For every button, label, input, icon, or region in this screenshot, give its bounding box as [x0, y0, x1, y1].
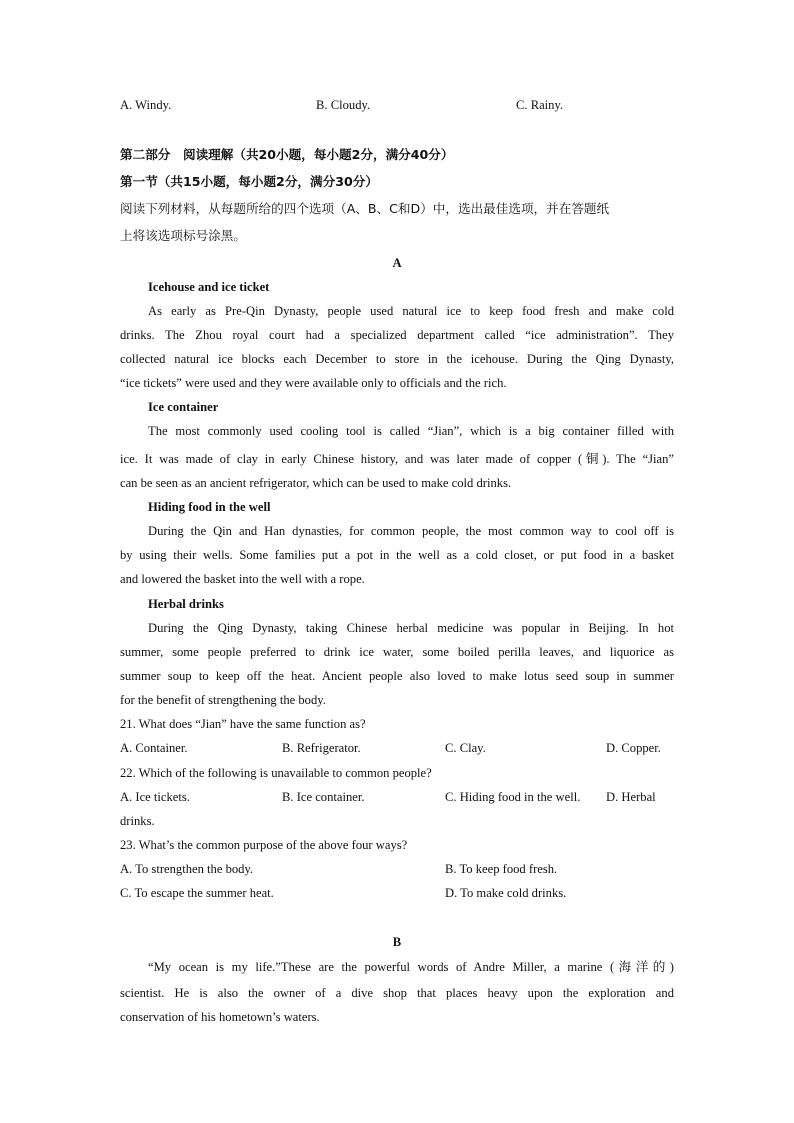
paragraph-line: by using their wells. Some families put a pot in the well as a cold closet, or put food in a basket — [120, 548, 674, 562]
subsection-title: 第一节（共15小题，每小题2分，满分30分） — [120, 174, 378, 189]
paragraph-line: During the Qing Dynasty, taking Chinese herbal medicine was popular in Beijing. In hot — [148, 621, 674, 635]
paragraph-line: As early as Pre-Qin Dynasty, people used natural ice to keep food fresh and make cold — [148, 304, 674, 318]
paragraph-line: for the benefit of strengthening the body. — [120, 693, 326, 707]
question-22-stem: 22. Which of the following is unavailable to common people? — [120, 766, 432, 780]
instructions-line-2: 上将该选项标号涂黑。 — [120, 228, 246, 243]
prev-option-b: B. Cloudy. — [316, 98, 371, 112]
section-heading-hiding-food: Hiding food in the well — [148, 500, 271, 514]
question-21-option-b[interactable]: B. Refrigerator. — [282, 741, 361, 755]
question-22-option-d[interactable]: D. Herbal — [606, 790, 656, 804]
question-22-option-d-wrap: drinks. — [120, 814, 155, 828]
paragraph-line: can be seen as an ancient refrigerator, which can be used to make cold drinks. — [120, 476, 512, 490]
paragraph-line: “ice tickets” were used and they were available only to officials and the rich. — [120, 376, 507, 390]
paragraph-line: summer, some people preferred to drink ice water, some boiled perilla leaves, and liquorice as — [120, 645, 674, 659]
paragraph-line: During the Qin and Han dynasties, for common people, the most common way to cool off is — [148, 524, 674, 538]
question-21-option-a[interactable]: A. Container. — [120, 741, 188, 755]
section-heading-herbal-drinks: Herbal drinks — [148, 597, 224, 611]
paragraph-line: collected natural ice blocks each December to store in the icehouse. During the Qing Dynasty, — [120, 352, 674, 366]
paragraph-line: conservation of his hometown’s waters. — [120, 1010, 320, 1024]
passage-b-label: B — [392, 935, 402, 949]
paragraph-line: and lowered the basket into the well with a rope. — [120, 572, 365, 586]
paragraph-line: “My ocean is my life.”These are the powerful words of Andre Miller, a marine (海洋的) — [148, 960, 674, 974]
passage-a-label: A — [392, 256, 402, 270]
paragraph-line: The most commonly used cooling tool is called “Jian”, which is a big container filled with — [148, 424, 674, 438]
paragraph-line: ice. It was made of clay in early Chinese history, and was later made of copper (铜). The “Jian” — [120, 452, 674, 466]
question-23-option-c[interactable]: C. To escape the summer heat. — [120, 886, 274, 900]
question-21-option-d[interactable]: D. Copper. — [606, 741, 661, 755]
question-23-option-a[interactable]: A. To strengthen the body. — [120, 862, 254, 876]
question-23-option-b[interactable]: B. To keep food fresh. — [445, 862, 558, 876]
paragraph-line: drinks. The Zhou royal court had a specialized department called “ice administration”. They — [120, 328, 674, 342]
question-22-option-c[interactable]: C. Hiding food in the well. — [445, 790, 581, 804]
prev-option-a: A. Windy. — [120, 98, 172, 112]
question-23-stem: 23. What’s the common purpose of the above four ways? — [120, 838, 408, 852]
section-heading-ice-container: Ice container — [148, 400, 219, 414]
paragraph-line: summer soup to keep off the heat. Ancient people also loved to make lotus seed soup in summer — [120, 669, 674, 683]
section-heading-icehouse: Icehouse and ice ticket — [148, 280, 270, 294]
question-21-option-c[interactable]: C. Clay. — [445, 741, 486, 755]
paragraph-line: scientist. He is also the owner of a dive shop that places heavy upon the exploration and — [120, 986, 674, 1000]
question-21-stem: 21. What does “Jian” have the same function as? — [120, 717, 366, 731]
instructions-line-1: 阅读下列材料，从每题所给的四个选项（A、B、C和D）中，选出最佳选项，并在答题纸 — [120, 201, 610, 216]
prev-option-c: C. Rainy. — [516, 98, 564, 112]
question-22-option-a[interactable]: A. Ice tickets. — [120, 790, 190, 804]
section-title: 第二部分 阅读理解（共20小题，每小题2分，满分40分） — [120, 147, 454, 162]
question-23-option-d[interactable]: D. To make cold drinks. — [445, 886, 567, 900]
question-22-option-b[interactable]: B. Ice container. — [282, 790, 365, 804]
